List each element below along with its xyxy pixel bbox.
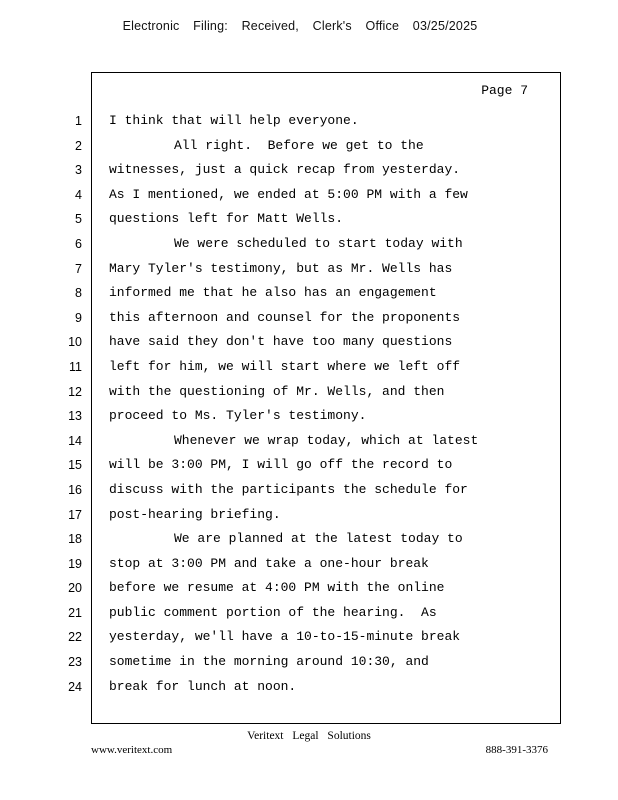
filing-stamp: Electronic Filing: Received, Clerk's Office 03/25/2025 bbox=[122, 19, 478, 33]
transcript-line: witnesses, just a quick recap from yesterday. bbox=[109, 162, 461, 178]
line-number: 5 bbox=[75, 212, 82, 227]
transcript-line: questions left for Matt Wells. bbox=[109, 211, 344, 227]
line-number: 3 bbox=[75, 163, 82, 178]
transcript-line: public comment portion of the hearing. As bbox=[109, 604, 437, 620]
transcript-line: before we resume at 4:00 PM with the online bbox=[109, 580, 445, 596]
line-number: 9 bbox=[75, 310, 82, 325]
transcript-line: All right. Before we get to the bbox=[174, 137, 424, 153]
transcript-line: will be 3:00 PM, I will go off the record to bbox=[109, 457, 453, 473]
transcript-line: We are planned at the latest today to bbox=[174, 531, 463, 547]
line-number: 15 bbox=[68, 458, 82, 473]
transcript-line: break for lunch at noon. bbox=[109, 678, 297, 694]
line-number: 17 bbox=[68, 507, 82, 522]
transcript-line: informed me that he also has an engagement bbox=[109, 285, 437, 301]
transcript-line: stop at 3:00 PM and take a one-hour break bbox=[109, 555, 429, 571]
line-number: 22 bbox=[68, 630, 82, 645]
line-number: 11 bbox=[69, 359, 82, 374]
transcript-line: We were scheduled to start today with bbox=[174, 235, 463, 251]
transcript-line: discuss with the participants the schedule for bbox=[109, 481, 468, 497]
transcript-body bbox=[109, 114, 554, 704]
transcript-line: sometime in the morning around 10:30, and bbox=[109, 654, 429, 670]
line-number: 20 bbox=[68, 581, 82, 596]
line-number: 6 bbox=[75, 236, 82, 251]
transcript-line: As I mentioned, we ended at 5:00 PM with a few bbox=[109, 186, 468, 202]
transcript-line: I think that will help everyone. bbox=[109, 113, 359, 128]
line-number: 8 bbox=[75, 286, 82, 301]
line-number: 14 bbox=[68, 433, 82, 448]
transcript-line: with the questioning of Mr. Wells, and then bbox=[109, 383, 445, 399]
line-number: 13 bbox=[68, 409, 82, 424]
transcript-line: post-hearing briefing. bbox=[109, 506, 281, 522]
transcript-line: have said they don't have too many questions bbox=[109, 334, 453, 350]
transcript-line: yesterday, we'll have a 10-to-15-minute break bbox=[109, 629, 461, 645]
transcript-line: Mary Tyler's testimony, but as Mr. Wells has bbox=[109, 260, 453, 276]
transcript-line: this afternoon and counsel for the proponents bbox=[109, 309, 461, 325]
line-number: 12 bbox=[68, 384, 82, 399]
footer-website: www.veritext.com bbox=[91, 744, 173, 756]
line-number: 19 bbox=[68, 556, 82, 571]
line-number: 4 bbox=[75, 187, 82, 202]
line-number: 24 bbox=[68, 679, 82, 694]
transcript-line: Whenever we wrap today, which at latest bbox=[174, 432, 479, 448]
footer-company: Veritext Legal Solutions bbox=[247, 730, 371, 742]
line-number: 21 bbox=[68, 605, 82, 620]
footer-phone: 888-391-3376 bbox=[485, 744, 548, 756]
line-number: 16 bbox=[68, 482, 82, 497]
line-number: 1 bbox=[75, 114, 82, 128]
line-number: 10 bbox=[68, 335, 82, 350]
page-number: Page 7 bbox=[481, 83, 528, 98]
line-number-column bbox=[60, 114, 82, 704]
line-number: 18 bbox=[68, 532, 82, 547]
line-number: 7 bbox=[75, 261, 82, 276]
transcript-line: proceed to Ms. Tyler's testimony. bbox=[109, 408, 367, 424]
transcript-line: left for him, we will start where we left off bbox=[109, 358, 461, 374]
line-number: 2 bbox=[75, 138, 82, 153]
line-number: 23 bbox=[68, 655, 82, 670]
